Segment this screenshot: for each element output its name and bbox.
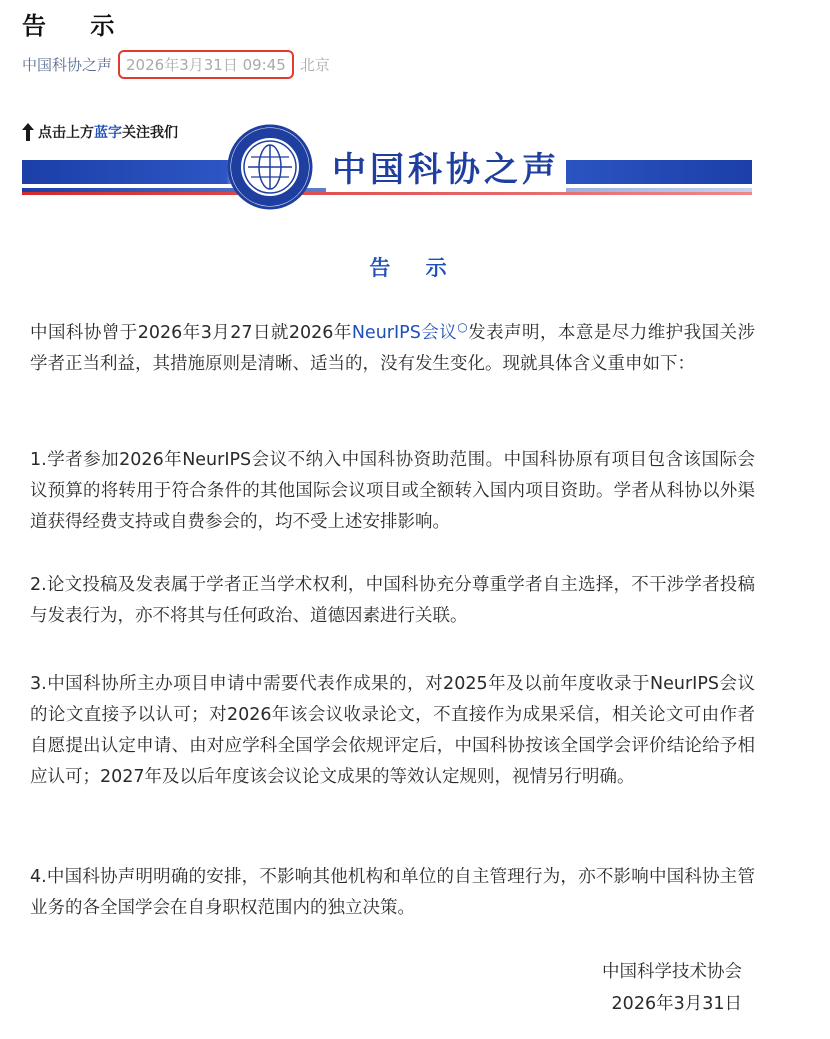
search-link-mark-icon[interactable]: ○ (457, 320, 469, 334)
intro-paragraph (30, 312, 755, 380)
point-4-text: 4.中国科协声明明确的安排，不影响其他机构和单位的自主管理行为，亦不影响中国科协主管业务的各全国学会在自身职权范围内的独立决策。 (30, 867, 755, 918)
article-meta (22, 50, 330, 79)
point-3-text: 3.中国科协所主办项目申请中需要代表作成果的，对2025年及以前年度收录于NeurIPS会议的论文直接予以认可；对2026年该会议收录论文，不直接作为成果采信，相关论文可由作者自愿提出认定申请、由对应学科全国学会依规评定后，中国科协按该全国学会评价结论给予相应认可；2027年及以后年度该会议论文成果的等效认定规则，视情另行明确。 (30, 674, 755, 787)
signature-date: 2026年3月31日 (611, 994, 742, 1014)
account-name-link[interactable]: 中国科协之声 (22, 56, 113, 74)
follow-hint-prefix: 点击上方 (38, 125, 94, 141)
banner-image (22, 118, 752, 198)
point-1-paragraph (30, 445, 755, 538)
intro-text-before: 中国科协曾于2026年3月27日就2026年 (30, 322, 352, 343)
publish-location: 北京 (299, 56, 330, 74)
neurips-search-link[interactable]: NeurIPS会议 (351, 322, 458, 343)
banner-stripe-red (22, 192, 752, 195)
point-2-paragraph (30, 570, 755, 632)
follow-hint-highlight: 蓝字 (94, 125, 122, 141)
point-2-text: 2.论文投稿及发表属于学者正当学术权利，中国科协充分尊重学者自主选择，不干涉学者投稿与发表行为，亦不将其与任何政治、道德因素进行关联。 (30, 575, 755, 626)
banner-brand-title: 中国科协之声 (326, 148, 566, 192)
arrow-up-icon (22, 123, 34, 141)
cast-emblem-icon (227, 124, 313, 210)
publish-time: 2026年3月31日 09:45 (118, 50, 294, 79)
page-title: 告 示 (22, 12, 133, 40)
follow-hint-suffix: 关注我们 (122, 125, 178, 141)
signature-org: 中国科学技术协会 (602, 962, 742, 982)
article-heading: 告 示 (369, 256, 461, 280)
intro-text-after: 发表声明，本意是尽力维护我国关涉学者正当利益，其措施原则是清晰、适当的，没有发生变化。现就具体含义重申如下： (30, 322, 755, 374)
point-1-text: 1.学者参加2026年NeurIPS会议不纳入中国科协资助范围。中国科协原有项目包含该国际会议预算的将转用于符合条件的其他国际会议项目或全额转入国内项目资助。学者从科协以外渠道获得经费支持或自费参会的，均不受上述安排影响。 (30, 450, 755, 532)
follow-hint (22, 122, 178, 142)
point-4-paragraph (30, 862, 755, 924)
point-3-paragraph (30, 669, 755, 793)
